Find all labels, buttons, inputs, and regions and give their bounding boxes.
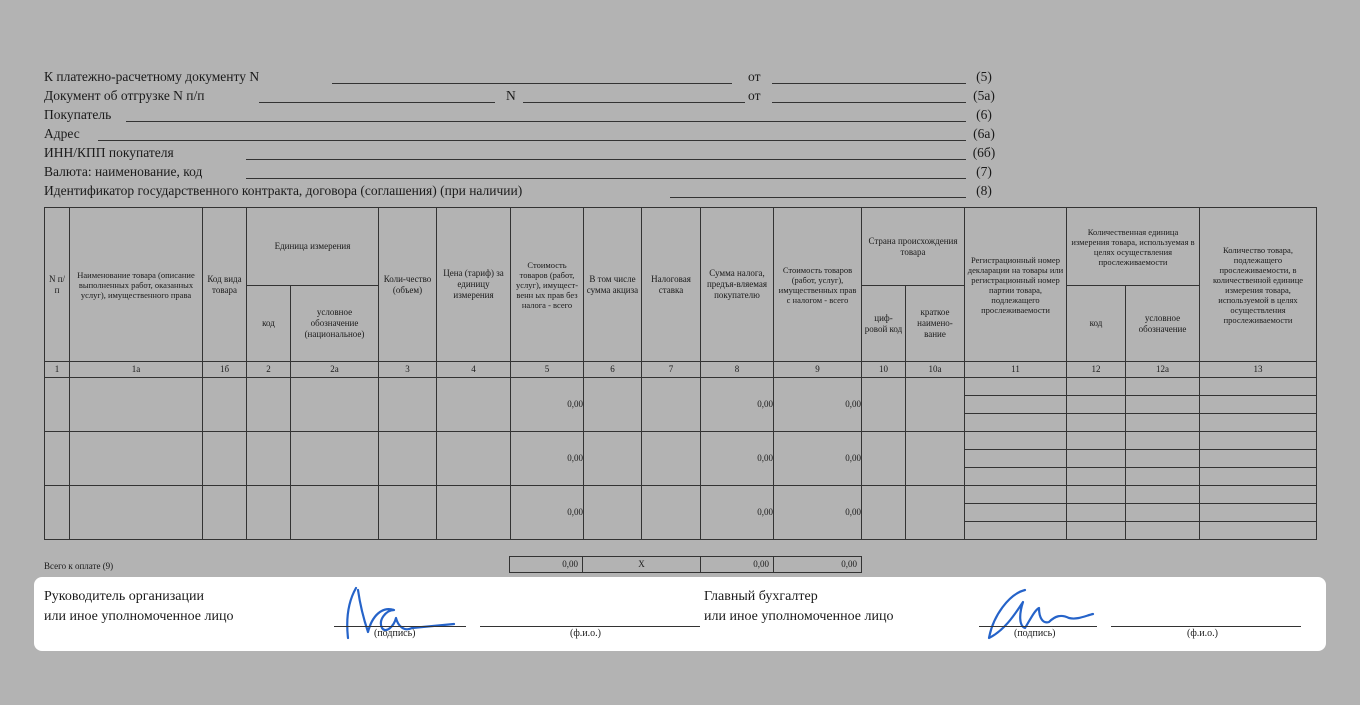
- cell-tax-amount[interactable]: 0,00: [701, 486, 774, 540]
- table-row: [45, 432, 1317, 450]
- cell-price[interactable]: [437, 486, 511, 540]
- cell-unit-code[interactable]: [247, 486, 291, 540]
- header-declaration-number: Регистрационный номер декларации на товары или регистрационный номер партии товара, подлежащего прослеживаемости: [965, 208, 1067, 362]
- totals-tax-amount: 0,00: [700, 556, 774, 573]
- cell-trace-unit-symbol[interactable]: [1126, 450, 1200, 468]
- column-number-row: [45, 362, 1317, 378]
- cell-trace-quantity[interactable]: [1200, 396, 1317, 414]
- header-unit-code: код: [247, 286, 291, 362]
- header-price: Цена (тариф) за единицу измерения: [437, 208, 511, 362]
- cell-trace-quantity[interactable]: [1200, 450, 1317, 468]
- inn-line[interactable]: [246, 159, 966, 160]
- signature-panel: [34, 577, 1326, 651]
- totals-excise: X: [582, 556, 701, 573]
- cell-trace-unit-code[interactable]: [1067, 432, 1126, 450]
- cell-trace-quantity[interactable]: [1200, 486, 1317, 504]
- cell-product-code[interactable]: [203, 486, 247, 540]
- currency-line[interactable]: [246, 178, 966, 179]
- table-row: [45, 378, 1317, 396]
- column-number: 4: [437, 362, 511, 378]
- cell-trace-unit-symbol[interactable]: [1126, 378, 1200, 396]
- cell-declaration-number[interactable]: [965, 378, 1067, 396]
- head-role-line2: или иное уполномоченное лицо: [44, 609, 234, 624]
- cell-quantity[interactable]: [379, 432, 437, 486]
- cell-trace-quantity[interactable]: [1200, 378, 1317, 396]
- field-label-n: N: [506, 88, 516, 103]
- cell-country-code[interactable]: [862, 378, 906, 432]
- column-number: 11: [965, 362, 1067, 378]
- cell-trace-unit-symbol[interactable]: [1126, 522, 1200, 540]
- cell-trace-quantity[interactable]: [1200, 414, 1317, 432]
- field-address: [44, 125, 1004, 144]
- header-trace-unit-symbol: условное обозначение: [1126, 286, 1200, 362]
- cell-product-name[interactable]: [70, 378, 203, 432]
- accountant-name-line[interactable]: [1111, 626, 1301, 627]
- table-row: [45, 486, 1317, 504]
- column-number: 5: [511, 362, 584, 378]
- cell-trace-quantity[interactable]: [1200, 522, 1317, 540]
- cell-excise[interactable]: [584, 486, 642, 540]
- cell-tax-rate[interactable]: [642, 378, 701, 432]
- column-number: 7: [642, 362, 701, 378]
- cell-quantity[interactable]: [379, 378, 437, 432]
- field-inn: [44, 144, 1004, 163]
- cell-trace-unit-code[interactable]: [1067, 450, 1126, 468]
- accountant-role-line1: Главный бухгалтер: [704, 589, 818, 604]
- cell-trace-unit-symbol[interactable]: [1126, 468, 1200, 486]
- header-cost-without-tax: Стоимость товаров (работ, услуг), имущест-венн ых прав без налога - всего: [511, 208, 584, 362]
- cell-trace-unit-code[interactable]: [1067, 468, 1126, 486]
- cell-trace-quantity[interactable]: [1200, 432, 1317, 450]
- header-unit-group: Единица измерения: [247, 208, 379, 286]
- accountant-sign-caption: (подпись): [1014, 628, 1056, 639]
- head-role-line1: Руководитель организации: [44, 589, 204, 604]
- field-label: Адрес: [44, 126, 80, 141]
- accountant-role: [704, 587, 893, 627]
- cell-trace-unit-code[interactable]: [1067, 522, 1126, 540]
- cell-declaration-number[interactable]: [965, 468, 1067, 486]
- cell-declaration-number[interactable]: [965, 432, 1067, 450]
- cell-product-name[interactable]: [70, 486, 203, 540]
- shipment-doc-number-line[interactable]: [259, 102, 495, 103]
- totals-cost-without-tax: 0,00: [509, 556, 583, 573]
- cell-n[interactable]: [45, 486, 70, 540]
- field-label-ot: от: [748, 88, 761, 103]
- field-code: (8): [976, 183, 992, 198]
- totals-cost-with-tax: 0,00: [773, 556, 862, 573]
- cell-declaration-number[interactable]: [965, 486, 1067, 504]
- cell-country-name[interactable]: [906, 486, 965, 540]
- cell-tax-rate[interactable]: [642, 486, 701, 540]
- cell-trace-unit-symbol[interactable]: [1126, 432, 1200, 450]
- field-label: К платежно-расчетному документу N: [44, 69, 260, 84]
- cell-declaration-number[interactable]: [965, 414, 1067, 432]
- column-number: 10а: [906, 362, 965, 378]
- head-name-caption: (ф.и.о.): [570, 628, 601, 639]
- column-number: 12: [1067, 362, 1126, 378]
- column-number: 8: [701, 362, 774, 378]
- payment-doc-number-line[interactable]: [332, 83, 732, 84]
- column-number: 6: [584, 362, 642, 378]
- cell-trace-unit-symbol[interactable]: [1126, 504, 1200, 522]
- cell-cost-without-tax[interactable]: 0,00: [511, 432, 584, 486]
- accountant-name-caption: (ф.и.о.): [1187, 628, 1218, 639]
- cell-quantity[interactable]: [379, 486, 437, 540]
- field-code: (6б): [972, 145, 996, 160]
- header-trace-quantity: Количество товара, подлежащего прослеживаемости, в количественной единице измерения товара, используемой в целях осуществления прослеживаемости: [1200, 208, 1317, 362]
- field-contract: [44, 182, 1004, 201]
- header-tax-amount: Сумма налога, предъя-вляемая покупателю: [701, 208, 774, 362]
- header-unit-symbol: условное обозначение (национальное): [291, 286, 379, 362]
- column-number: 2а: [291, 362, 379, 378]
- accountant-role-line2: или иное уполномоченное лицо: [704, 609, 894, 624]
- header-excise: В том числе сумма акциза: [584, 208, 642, 362]
- head-sign-line[interactable]: [334, 626, 466, 627]
- cell-tax-rate[interactable]: [642, 432, 701, 486]
- column-number: 13: [1200, 362, 1317, 378]
- header-trace-unit-code: код: [1067, 286, 1126, 362]
- cell-unit-symbol[interactable]: [291, 486, 379, 540]
- column-number: 10: [862, 362, 906, 378]
- header-country-code: циф-ровой код: [862, 286, 906, 362]
- field-code: (5а): [973, 88, 995, 103]
- field-label: ИНН/КПП покупателя: [44, 145, 174, 160]
- header-cost-with-tax: Стоимость товаров (работ, услуг), имущественных прав с налогом - всего: [774, 208, 862, 362]
- cell-unit-code[interactable]: [247, 378, 291, 432]
- cell-trace-unit-code[interactable]: [1067, 378, 1126, 396]
- buyer-line[interactable]: [126, 121, 966, 122]
- field-code: (6а): [973, 126, 995, 141]
- field-code: (6): [976, 107, 992, 122]
- cell-price[interactable]: [437, 432, 511, 486]
- cell-product-code[interactable]: [203, 432, 247, 486]
- head-name-line[interactable]: [480, 626, 700, 627]
- field-label-ot: от: [748, 69, 761, 84]
- shipment-doc-n-line[interactable]: [523, 102, 745, 103]
- header-product-code: Код вида товара: [203, 208, 247, 362]
- cell-trace-quantity[interactable]: [1200, 504, 1317, 522]
- field-label: Документ об отгрузке N п/п: [44, 88, 205, 103]
- field-currency: [44, 163, 1004, 182]
- column-number: 1б: [203, 362, 247, 378]
- cell-trace-unit-code[interactable]: [1067, 414, 1126, 432]
- cell-country-code[interactable]: [862, 486, 906, 540]
- column-number: 1а: [70, 362, 203, 378]
- cell-trace-unit-code[interactable]: [1067, 486, 1126, 504]
- field-label: Валюта: наименование, код: [44, 164, 203, 179]
- field-code: (5): [976, 69, 992, 84]
- cell-trace-quantity[interactable]: [1200, 468, 1317, 486]
- column-number: 9: [774, 362, 862, 378]
- cell-unit-symbol[interactable]: [291, 378, 379, 432]
- header-tax-rate: Налоговая ставка: [642, 208, 701, 362]
- head-sign-caption: (подпись): [374, 628, 416, 639]
- shipment-doc-date-line[interactable]: [772, 102, 966, 103]
- field-buyer: [44, 106, 1004, 125]
- totals-label: Всего к оплате (9): [44, 561, 114, 571]
- header-quantity: Коли-чество (объем): [379, 208, 437, 362]
- cell-tax-amount[interactable]: 0,00: [701, 432, 774, 486]
- cell-unit-code[interactable]: [247, 432, 291, 486]
- cell-declaration-number[interactable]: [965, 450, 1067, 468]
- cell-cost-with-tax[interactable]: 0,00: [774, 432, 862, 486]
- payment-doc-date-line[interactable]: [772, 83, 966, 84]
- cell-trace-unit-symbol[interactable]: [1126, 414, 1200, 432]
- cell-trace-unit-symbol[interactable]: [1126, 486, 1200, 504]
- accountant-sign-line[interactable]: [979, 626, 1097, 627]
- cell-trace-unit-symbol[interactable]: [1126, 396, 1200, 414]
- cell-trace-unit-code[interactable]: [1067, 396, 1126, 414]
- header-country-group: Страна происхождения товара: [862, 208, 965, 286]
- cell-product-code[interactable]: [203, 378, 247, 432]
- cell-n[interactable]: [45, 378, 70, 432]
- header-trace-unit-group: Количественная единица измерения товара, используемая в целях осуществления прослеживаемости: [1067, 208, 1200, 286]
- contract-line[interactable]: [670, 197, 966, 198]
- header-country-name: краткое наимено-вание: [906, 286, 965, 362]
- field-label: Идентификатор государственного контракта, договора (соглашения) (при наличии): [44, 183, 523, 198]
- field-label: Покупатель: [44, 107, 112, 122]
- cell-unit-symbol[interactable]: [291, 432, 379, 486]
- cell-excise[interactable]: [584, 378, 642, 432]
- cell-cost-without-tax[interactable]: 0,00: [511, 378, 584, 432]
- cell-trace-unit-code[interactable]: [1067, 504, 1126, 522]
- column-number: 12а: [1126, 362, 1200, 378]
- cell-cost-with-tax[interactable]: 0,00: [774, 378, 862, 432]
- cell-n[interactable]: [45, 432, 70, 486]
- column-number: 3: [379, 362, 437, 378]
- cell-declaration-number[interactable]: [965, 396, 1067, 414]
- field-code: (7): [976, 164, 992, 179]
- cell-declaration-number[interactable]: [965, 504, 1067, 522]
- cell-price[interactable]: [437, 378, 511, 432]
- column-number: 1: [45, 362, 70, 378]
- invoice-table: [44, 207, 1317, 540]
- cell-country-name[interactable]: [906, 378, 965, 432]
- cell-country-code[interactable]: [862, 432, 906, 486]
- cell-cost-with-tax[interactable]: 0,00: [774, 486, 862, 540]
- field-payment-doc: [44, 68, 1004, 87]
- column-number: 2: [247, 362, 291, 378]
- cell-cost-without-tax[interactable]: 0,00: [511, 486, 584, 540]
- head-role: [44, 587, 233, 627]
- header-product-name: Наименование товара (описание выполненных работ, оказанных услуг), имущественного права: [70, 208, 203, 362]
- cell-tax-amount[interactable]: 0,00: [701, 378, 774, 432]
- cell-excise[interactable]: [584, 432, 642, 486]
- cell-country-name[interactable]: [906, 432, 965, 486]
- invoice-header-fields: [44, 68, 1004, 201]
- header-n: N п/п: [45, 208, 70, 362]
- address-line[interactable]: [98, 140, 966, 141]
- cell-product-name[interactable]: [70, 432, 203, 486]
- cell-declaration-number[interactable]: [965, 522, 1067, 540]
- field-shipment-doc: [44, 87, 1004, 106]
